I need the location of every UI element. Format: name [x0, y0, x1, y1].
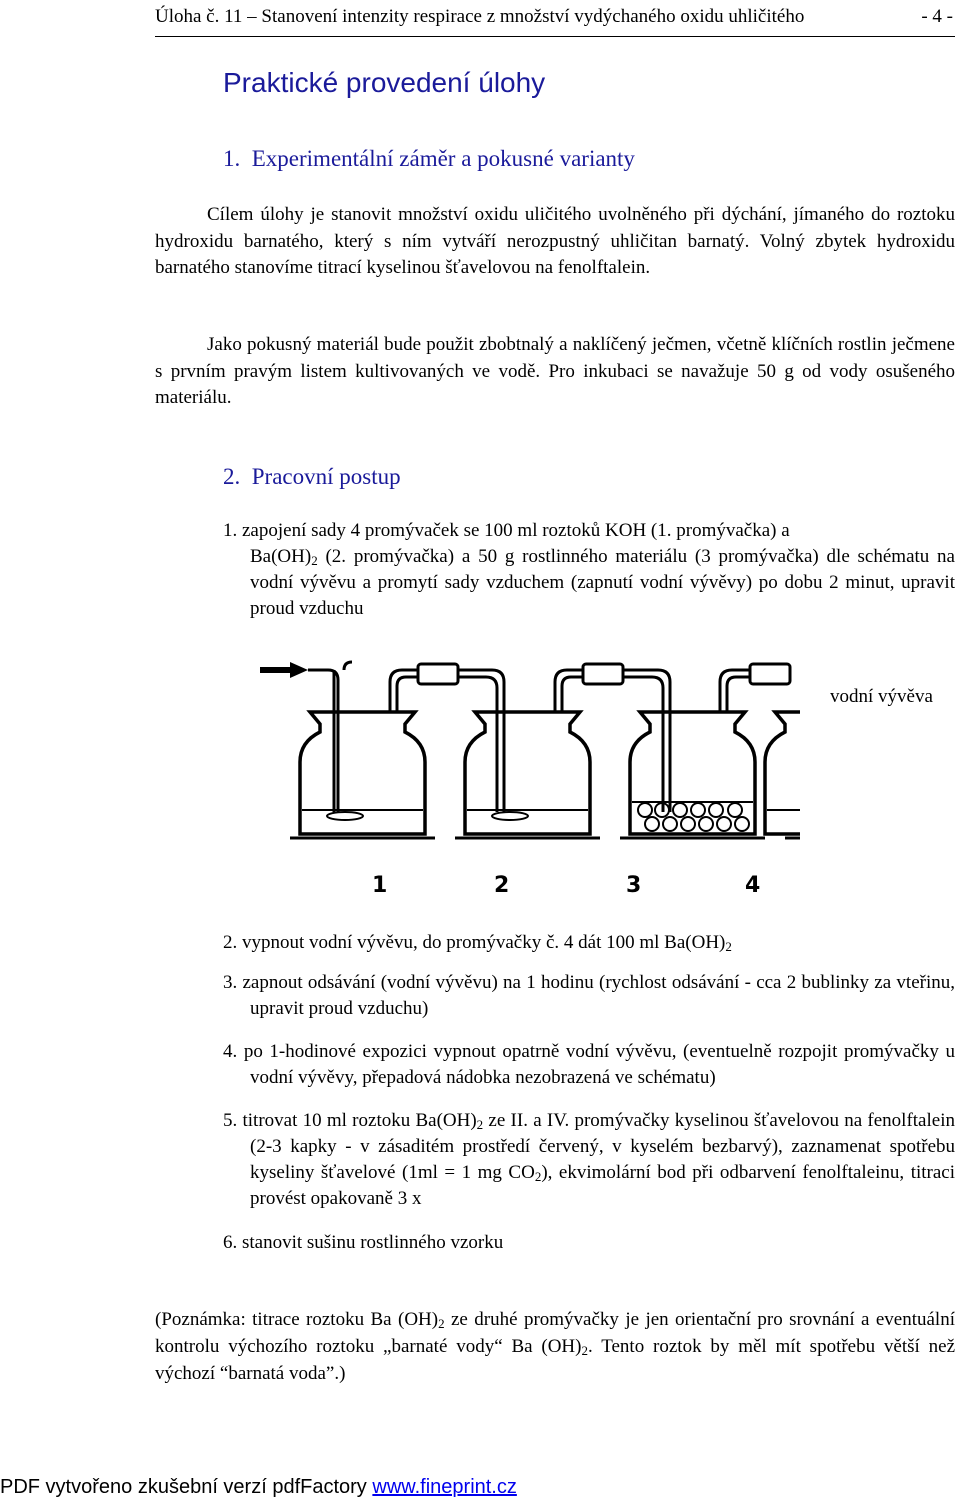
- section1-heading: [223, 146, 635, 172]
- note-text-c: . Tento roztok by měl mít spotřebu větší než výchozí “barnatá voda”.): [155, 1336, 956, 1384]
- step-2: [223, 930, 955, 956]
- step5-text: [223, 1108, 955, 1212]
- step3-text: 3. zapnout odsávání (vodní vývěvu) na 1 hodinu (rychlost odsávání - cca 2 bublinky za vteřinu, upravit proud vzduchu): [223, 972, 955, 1019]
- footer-text: PDF vytvořeno zkušební verzí pdfFactory: [0, 1476, 373, 1498]
- pump-label: vodní vývěva: [830, 686, 933, 707]
- footer-link[interactable]: www.fineprint.cz: [372, 1476, 517, 1498]
- step2-text: 2. vypnout vodní vývěvu, do promývačky č. 4 dát 100 ml Ba(OH): [223, 932, 726, 953]
- step6-text: 6. stanovit sušinu rostlinného vzorku: [223, 1232, 504, 1253]
- step5-text-b: ze II. a IV. promývačky kyselinou šťavelovou na fenolftalein (2-3 kapky - v zásaditém prostředí červený, v kyselém bezbarvý), zaznamenat spotřebu kyseliny šťavelové (1ml = 1 mg CO: [250, 1110, 955, 1183]
- step-6: [223, 1230, 955, 1256]
- step-4: [223, 1039, 955, 1091]
- page-header: [155, 6, 955, 37]
- step-5: [223, 1108, 955, 1212]
- note-text-a: (Poznámka: titrace roztoku Ba (OH): [155, 1309, 439, 1330]
- formula-text: Ba(OH): [250, 546, 312, 567]
- subscript: 2: [725, 939, 732, 954]
- pdf-footer: [0, 1476, 517, 1499]
- note-text-b: ze druhé promývačky je jen orientační pro srovnání a eventuální kontrolu výchozího roztoku „barnaté vody“ Ba (OH): [155, 1309, 955, 1357]
- subscript: 2: [581, 1343, 588, 1358]
- subscript: 2: [476, 1117, 484, 1132]
- step-3: [223, 970, 955, 1022]
- page-number: - 4 -: [921, 6, 953, 27]
- step1-rest: [223, 544, 955, 622]
- page-heading: Praktické provedení úlohy: [223, 67, 546, 98]
- subscript: 2: [438, 1316, 445, 1331]
- paragraph-text: Cílem úlohy je stanovit množství oxidu uličitého uvolněného při dýchání, jímaného do roztoku hydroxidu barnatého, který s ním vytváří nerozpustný uhličitan barnatý. Volný zbytek hydroxidu barnatého stanovíme titrací kyselinou šťavelovou na fenolftalein.: [155, 204, 955, 278]
- step5-text-a: 5. titrovat 10 ml roztoku Ba(OH): [223, 1110, 477, 1131]
- section2-number: 2.: [223, 464, 241, 489]
- step-1: [223, 518, 955, 622]
- section2-heading: [223, 464, 401, 490]
- seeds-icon: [638, 803, 749, 831]
- section1-number: 1.: [223, 146, 241, 171]
- step1-text: (2. promývačka) a 50 g rostlinného materiálu (3 promývačka) dle schématu na vodní vývěvu a promytí sady vzduchem (zapnutí vodní vývěvy) po dobu 2 minut, upravit proud vzduchu: [250, 546, 955, 619]
- bottle-label-2: 2: [494, 873, 510, 898]
- wash-bottles-diagram: [240, 652, 800, 902]
- section1-title: Experimentální záměr a pokusné varianty: [251, 146, 635, 171]
- section2-title: Pracovní postup: [251, 464, 401, 489]
- subscript: 2: [311, 553, 318, 568]
- subscript: 2: [534, 1169, 542, 1184]
- note-paragraph: [155, 1306, 955, 1387]
- header-title: Úloha č. 11 – Stanovení intenzity respirace z množství vydýchaného oxidu uhličitého: [155, 6, 805, 27]
- section1-paragraph-2: [155, 332, 955, 412]
- bottle-label-1: 1: [372, 873, 388, 898]
- bottle-label-3: 3: [626, 873, 642, 898]
- step5-text-c: ), ekvimolární bod při odbarvení fenolftaleinu, titraci provést opakovaně 3 x: [250, 1162, 955, 1209]
- paragraph-text: Jako pokusný materiál bude použit zbobtnalý a naklíčený ječmen, včetně klíčních rostlin ječmene s prvním pravým listem kultivovaných ve vodě. Pro inkubaci se navažuje 50 g od vody osušeného materiálu.: [155, 334, 955, 408]
- step1-line1: 1. zapojení sady 4 promývaček se 100 ml roztoků KOH (1. promývačka) a: [223, 520, 790, 541]
- inlet-arrow-icon: [260, 662, 308, 678]
- step4-text: 4. po 1-hodinové expozici vypnout opatrně vodní vývěvu, (eventuelně rozpojit promývačky u vodní vývěvy, přepadová nádobka nezobrazená ve schématu): [223, 1041, 955, 1088]
- section1-paragraph-1: [155, 202, 955, 282]
- bottle-label-4: 4: [745, 873, 761, 898]
